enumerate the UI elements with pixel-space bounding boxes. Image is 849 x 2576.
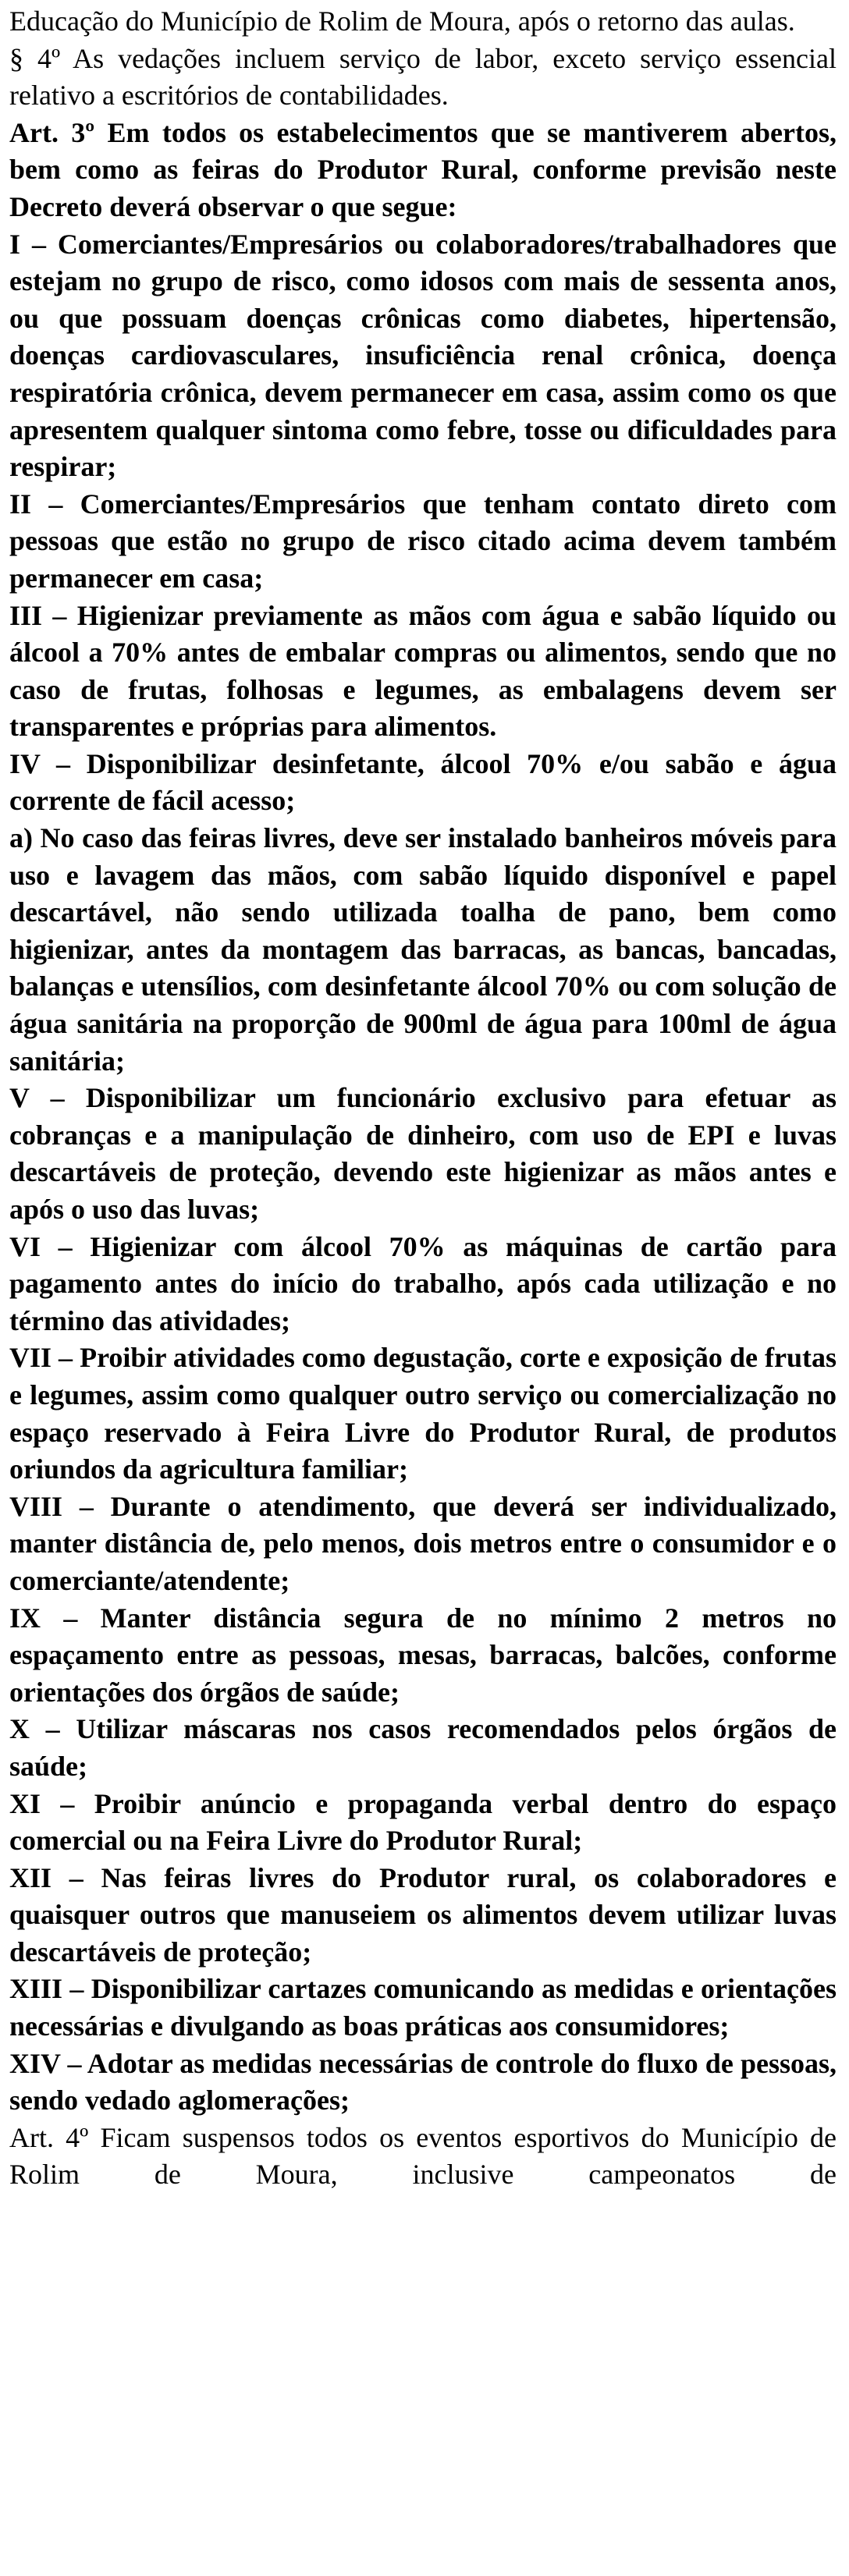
- paragraph-item-xii: XII – Nas feiras livres do Produtor rural, os colaboradores e quaisquer outros que manuseiem os alimentos devem utilizar luvas descartáveis de proteção;: [9, 1861, 837, 1967]
- paragraph-item-v: V – Disponibilizar um funcionário exclusivo para efetuar as cobranças e a manipulação de dinheiro, com uso de EPI e luvas descartáveis de proteção, devendo este higienizar as mãos antes e após o uso das luvas;: [9, 1082, 837, 1225]
- paragraph-section-4: § 4º As vedações incluem serviço de labor, exceto serviço essencial relativo a escritórios de contabilidades.: [9, 42, 837, 112]
- paragraph-item-xi: XI – Proibir anúncio e propaganda verbal dentro do espaço comercial ou na Feira Livre do Produtor Rural;: [9, 1787, 837, 1857]
- paragraph-article-4: Art. 4º Ficam suspensos todos os eventos esportivos do Município de Rolim de Moura, inclusive campeonatos de: [9, 2121, 837, 2191]
- paragraph-item-iv: IV – Disponibilizar desinfetante, álcool 70% e/ou sabão e água corrente de fácil acesso;: [9, 747, 837, 817]
- paragraph-item-i: I – Comerciantes/Empresários ou colaboradores/trabalhadores que estejam no grupo de risco, como idosos com mais de sessenta anos, ou que possuam doenças crônicas como diabetes, hipertensão, doenças cardiovasculares, insuficiência renal crônica, doença respiratória crônica, devem permanecer em casa, assim como os que apresentem qualquer sintoma como febre, tosse ou dificuldades para respirar;: [9, 228, 837, 483]
- paragraph-item-a: a) No caso das feiras livres, deve ser instalado banheiros móveis para uso e lavagem das mãos, com sabão líquido disponível e papel descartável, não sendo utilizada toalha de pano, bem como higienizar, antes da montagem das barracas, as bancas, bancadas, balanças e utensílios, com desinfetante álcool 70% ou com solução de água sanitária na proporção de 900ml de água para 100ml de água sanitária;: [9, 822, 837, 1077]
- paragraph-item-ii: II – Comerciantes/Empresários que tenham contato direto com pessoas que estão no grupo de risco citado acima devem também permanecer em casa;: [9, 488, 837, 594]
- paragraph-item-vii: VII – Proibir atividades como degustação, corte e exposição de frutas e legumes, assim como qualquer outro serviço ou comercialização no espaço reservado à Feira Livre do Produtor Rural, de produtos oriundos da agricultura familiar;: [9, 1342, 837, 1485]
- paragraph-item-iii: III – Higienizar previamente as mãos com água e sabão líquido ou álcool a 70% antes de embalar compras ou alimentos, sendo que no caso de frutas, folhosas e legumes, as embalagens devem ser transparentes e próprias para alimentos.: [9, 599, 837, 743]
- paragraph-item-xiv: XIV – Adotar as medidas necessárias de controle do fluxo de pessoas, sendo vedado aglomerações;: [9, 2047, 837, 2117]
- paragraph-article-3: Art. 3º Em todos os estabelecimentos que se mantiverem abertos, bem como as feiras do Produtor Rural, conforme previsão neste Decreto deverá observar o que segue:: [9, 116, 837, 222]
- paragraph-item-ix: IX – Manter distância segura de no mínimo 2 metros no espaçamento entre as pessoas, mesas, barracas, balcões, conforme orientações dos órgãos de saúde;: [9, 1602, 837, 1708]
- paragraph-item-x: X – Utilizar máscaras nos casos recomendados pelos órgãos de saúde;: [9, 1713, 837, 1782]
- paragraph-item-viii: VIII – Durante o atendimento, que deverá ser individualizado, manter distância de, pelo menos, dois metros entre o consumidor e o comerciante/atendente;: [9, 1490, 837, 1596]
- paragraph-item-vi: VI – Higienizar com álcool 70% as máquinas de cartão para pagamento antes do início do trabalho, após cada utilização e no término das atividades;: [9, 1230, 837, 1336]
- paragraph-item-xiii: XIII – Disponibilizar cartazes comunicando as medidas e orientações necessárias e divulgando as boas práticas aos consumidores;: [9, 1973, 837, 2042]
- paragraph-continuation: Educação do Município de Rolim de Moura, após o retorno das aulas.: [9, 5, 795, 37]
